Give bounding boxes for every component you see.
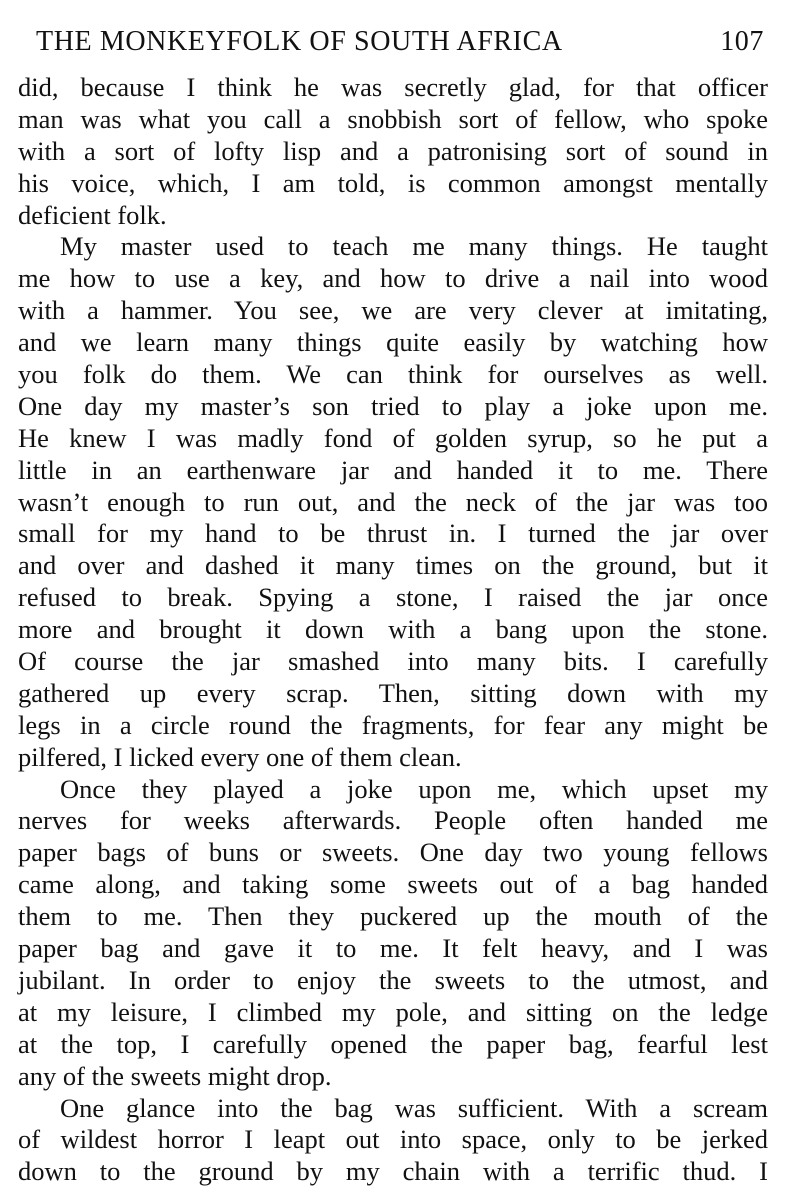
text-line: paper bag and gave it to me. It felt heavy, and I was bbox=[18, 933, 768, 964]
text-line: legs in a circle round the fragments, for fear any might be bbox=[18, 709, 768, 740]
text-line: My master used to teach me many things. He taught bbox=[60, 231, 768, 262]
text-line: his voice, which, I am told, is common amongst mentally bbox=[18, 167, 768, 198]
text-line: Once they played a joke upon me, which upset my bbox=[60, 773, 768, 804]
text-line: down to the ground by my chain with a terrific thud. I bbox=[18, 1156, 768, 1187]
text-line: of wildest horror I leapt out into space, only to be jerked bbox=[18, 1124, 768, 1155]
text-line: wasn’t enough to run out, and the neck of the jar was too bbox=[18, 486, 768, 517]
text-line: refused to break. Spying a stone, I raised the jar once bbox=[18, 582, 768, 613]
text-line: more and brought it down with a bang upon the stone. bbox=[18, 614, 768, 645]
text-line: Of course the jar smashed into many bits. I carefully bbox=[18, 646, 768, 677]
text-line: me how to use a key, and how to drive a nail into wood bbox=[18, 263, 768, 294]
text-line: them to me. Then they puckered up the mouth of the bbox=[18, 901, 768, 932]
text-line: One day my master’s son tried to play a joke upon me. bbox=[18, 390, 768, 421]
running-head-title: THE MONKEYFOLK OF SOUTH AFRICA bbox=[36, 26, 563, 57]
text-line: man was what you call a snobbish sort of fellow, who spoke bbox=[18, 103, 768, 134]
running-head bbox=[36, 24, 764, 60]
text-line: with a hammer. You see, we are very clever at imitating, bbox=[18, 295, 768, 326]
text-line: paper bags of buns or sweets. One day two young fellows bbox=[18, 837, 768, 868]
text-line: deficient folk. bbox=[18, 199, 167, 230]
text-line: and over and dashed it many times on the ground, but it bbox=[18, 550, 768, 581]
text-line: at the top, I carefully opened the paper bag, fearful lest bbox=[18, 1028, 768, 1059]
text-line: jubilant. In order to enjoy the sweets to the utmost, and bbox=[18, 964, 768, 995]
text-line: you folk do them. We can think for ourselves as well. bbox=[18, 359, 768, 390]
text-line: gathered up every scrap. Then, sitting down with my bbox=[18, 677, 768, 708]
text-line: small for my hand to be thrust in. I turned the jar over bbox=[18, 518, 768, 549]
text-line: One glance into the bag was sufficient. With a scream bbox=[60, 1092, 768, 1123]
text-line: at my leisure, I climbed my pole, and sitting on the ledge bbox=[18, 996, 768, 1027]
text-line: did, because I think he was secretly glad, for that officer bbox=[18, 72, 768, 102]
text-line: He knew I was madly fond of golden syrup, so he put a bbox=[18, 422, 768, 453]
page-number: 107 bbox=[720, 26, 764, 57]
text-line: came along, and taking some sweets out of a bag handed bbox=[18, 869, 768, 900]
text-line: and we learn many things quite easily by watching how bbox=[18, 327, 768, 358]
text-line: nerves for weeks afterwards. People often handed me bbox=[18, 805, 768, 836]
body-text bbox=[18, 72, 768, 1188]
text-line: any of the sweets might drop. bbox=[18, 1060, 332, 1091]
text-line: little in an earthenware jar and handed it to me. There bbox=[18, 454, 768, 485]
text-line: with a sort of lofty lisp and a patronising sort of sound in bbox=[18, 135, 768, 166]
text-line: pilfered, I licked every one of them clean. bbox=[18, 741, 462, 772]
